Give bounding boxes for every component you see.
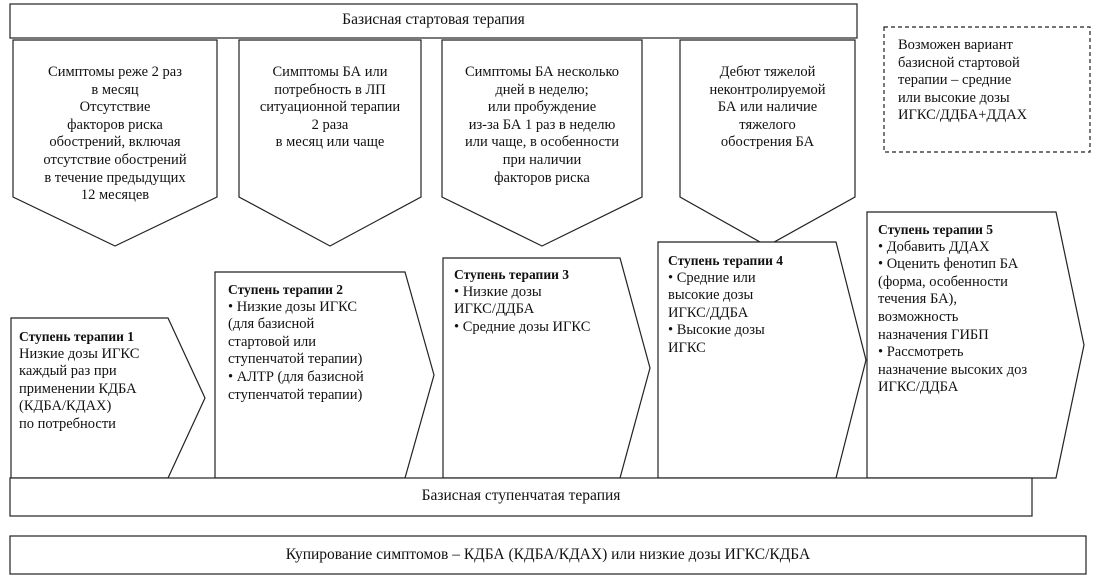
- criteria-1-line: 12 месяцев: [80, 187, 150, 204]
- criteria-3-line: при наличии: [502, 151, 582, 168]
- criteria-1-line: в течение предыдущих: [44, 169, 186, 186]
- step-2-line: • Низкие дозы ИГКС: [228, 298, 358, 315]
- step-5-line: ИГКС/ДДБА: [878, 379, 959, 396]
- step-2-line: стартовой или: [228, 333, 316, 350]
- step-5-line: течения БА),: [878, 291, 958, 308]
- step-4-line: ИГКС: [668, 339, 706, 356]
- step-5-line: • Добавить ДДАХ: [878, 238, 990, 255]
- criteria-text-3: [442, 64, 642, 187]
- step-4-title: Ступень терапии 4: [668, 253, 784, 268]
- step-5-text: [878, 221, 1058, 397]
- step-2-title: Ступень терапии 2: [228, 282, 344, 297]
- criteria-4-line: обострения БА: [720, 134, 815, 151]
- step-1-title: Ступень терапии 1: [19, 329, 135, 344]
- step-3-line: • Средние дозы ИГКС: [454, 318, 591, 335]
- note-line: Возможен вариант: [898, 37, 1013, 53]
- step-5-line: • Оценить фенотип БА: [878, 256, 1019, 273]
- step-4-text: [668, 252, 838, 358]
- criteria-2-line: Симптомы БА или: [272, 64, 388, 80]
- bottom-banner-label: Базисная ступенчатая терапия: [421, 487, 621, 504]
- criteria-1-line: отсутствие обострений: [43, 151, 187, 168]
- step-1-text: [19, 328, 169, 434]
- step-5-line: назначения ГИБП: [878, 326, 989, 343]
- criteria-4-line: БА или наличие: [717, 99, 818, 116]
- criteria-1-line: факторов риска: [67, 116, 163, 133]
- relief-banner-label: Купирование симптомов – КДБА (КДБА/КДАХ) или низкие дозы ИГКС/КДБА: [285, 546, 811, 563]
- step-4-line: ИГКС/ДДБА: [668, 304, 749, 321]
- criteria-4-line: Дебют тяжелой: [719, 64, 816, 80]
- step-2-line: ступенчатой терапии): [228, 351, 363, 368]
- note-line: или высокие дозы: [898, 89, 1010, 106]
- criteria-3-line: факторов риска: [494, 169, 590, 186]
- criteria-3-line: или пробуждение: [487, 99, 597, 116]
- criteria-3-line: дней в неделю;: [495, 81, 589, 98]
- criteria-text-2: [239, 64, 421, 152]
- criteria-2-line: ситуационной терапии: [259, 99, 401, 116]
- step-2-line: (для базисной: [228, 316, 315, 333]
- criteria-1-line: обострений, включая: [49, 134, 181, 151]
- step-1-line: по потребности: [19, 415, 116, 432]
- criteria-1-line: в месяц: [91, 81, 139, 98]
- criteria-3-line: или чаще, в особенности: [464, 134, 619, 151]
- step-1-line: применении КДБА: [19, 380, 137, 397]
- step-5-line: назначение высоких доз: [878, 361, 1028, 378]
- criteria-4-line: неконтролируемой: [709, 81, 826, 98]
- step-2-text: [228, 281, 413, 404]
- step-1-line: Низкие дозы ИГКС: [19, 345, 140, 362]
- criteria-4-line: тяжелого: [739, 116, 796, 133]
- step-5-line: возможность: [878, 308, 959, 325]
- step-3-text: [454, 266, 624, 336]
- note-line: терапии – средние: [898, 72, 1012, 89]
- step-4-line: высокие дозы: [668, 287, 754, 304]
- criteria-text-1: [13, 64, 217, 205]
- criteria-3-line: из-за БА 1 раз в неделю: [468, 116, 616, 133]
- criteria-3-line: Симптомы БА несколько: [464, 64, 620, 80]
- step-5-title: Ступень терапии 5: [878, 222, 994, 237]
- note-line: ИГКС/ДДБА+ДДАХ: [898, 107, 1028, 124]
- step-1-line: каждый раз при: [19, 363, 117, 380]
- criteria-text-4: [680, 64, 855, 152]
- step-1-line: (КДБА/КДАХ): [19, 398, 112, 415]
- step-5-line: • Рассмотреть: [878, 344, 964, 361]
- step-3-line: • Низкие дозы: [454, 283, 542, 300]
- step-2-line: • АЛТР (для базисной: [228, 368, 364, 385]
- criteria-1-line: Отсутствие: [79, 99, 151, 116]
- criteria-2-line: в месяц или чаще: [275, 134, 385, 151]
- top-banner-label: Базисная стартовая терапия: [342, 11, 525, 28]
- criteria-2-line: потребность в ЛП: [274, 81, 386, 98]
- step-4-line: • Средние или: [668, 269, 756, 286]
- step-3-line: ИГКС/ДДБА: [454, 301, 535, 318]
- note-line: базисной стартовой: [898, 54, 1020, 71]
- step-5-line: (форма, особенности: [878, 273, 1008, 290]
- criteria-1-line: Симптомы реже 2 раз: [48, 64, 182, 80]
- step-4-line: • Высокие дозы: [668, 322, 765, 339]
- step-3-title: Ступень терапии 3: [454, 267, 570, 282]
- note-text: [898, 37, 1086, 125]
- criteria-2-line: 2 раза: [311, 116, 349, 133]
- step-2-line: ступенчатой терапии): [228, 386, 363, 403]
